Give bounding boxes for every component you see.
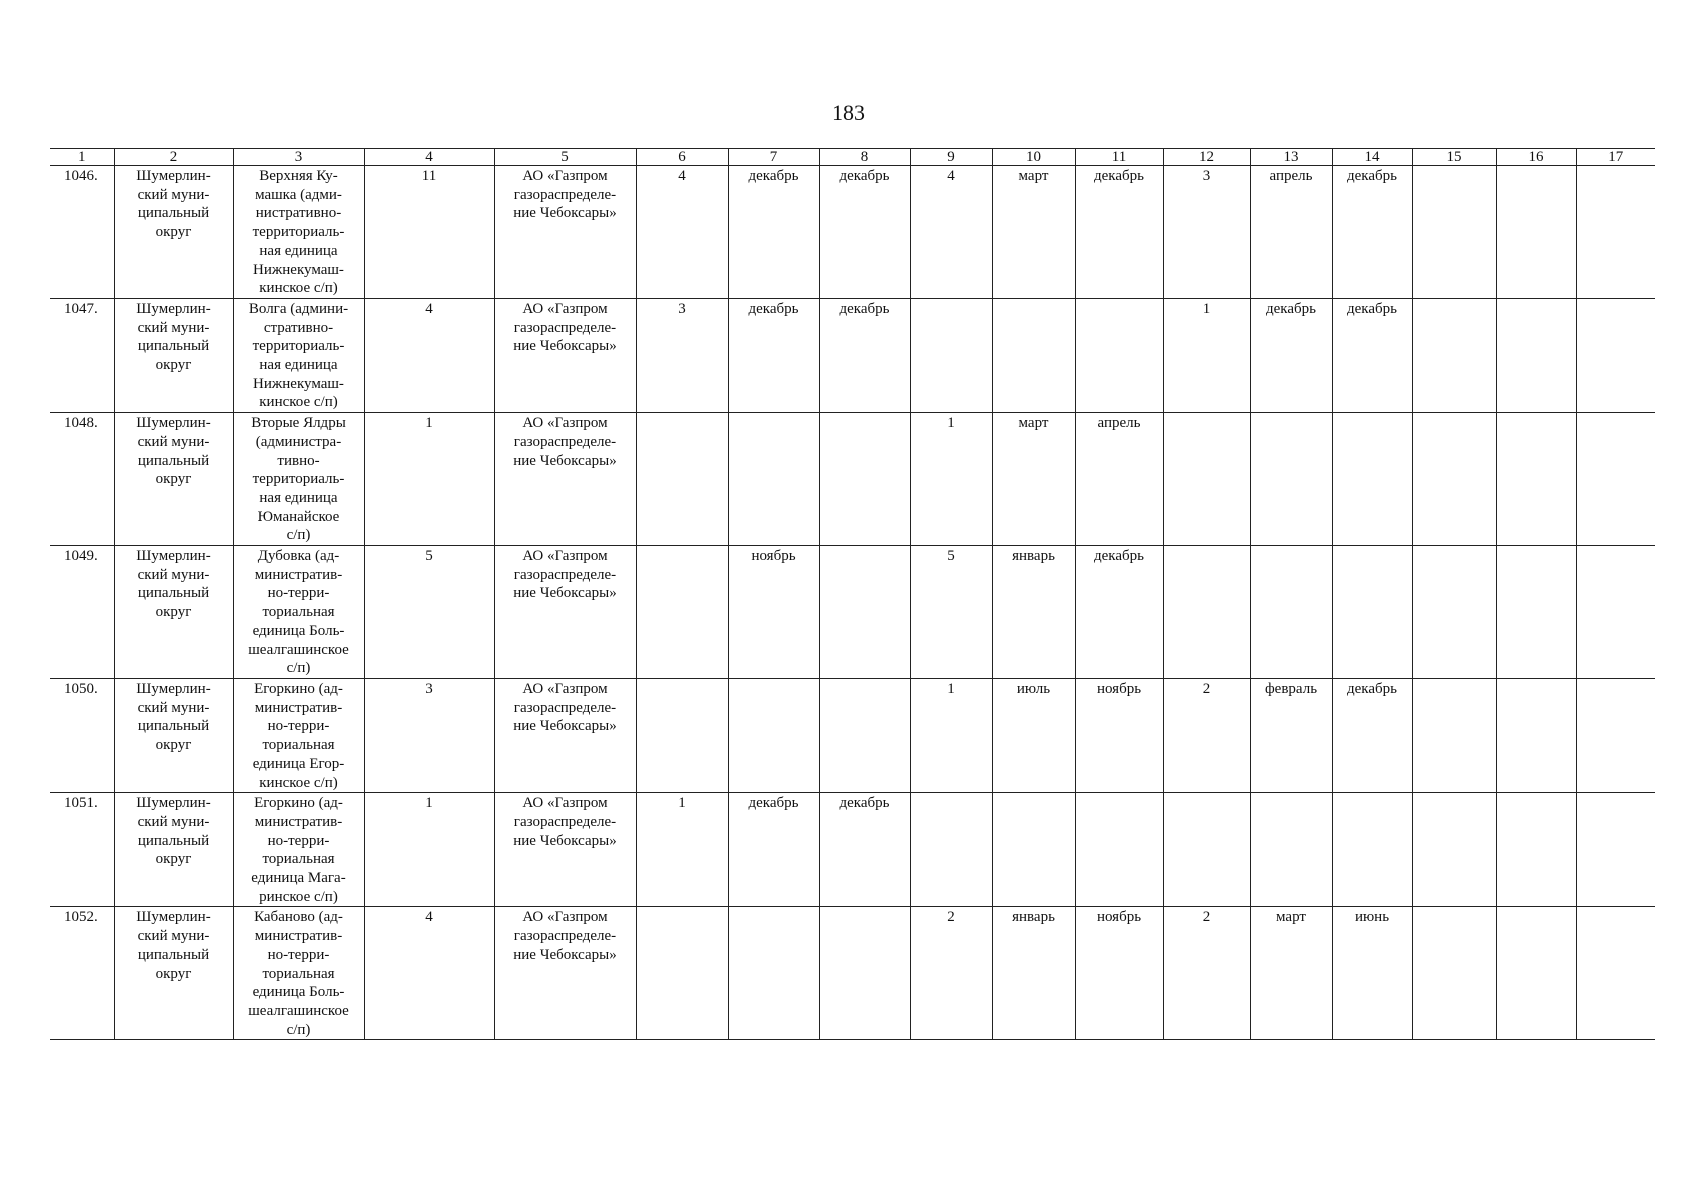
table-cell-col-17 bbox=[1576, 413, 1655, 546]
column-number-12: 12 bbox=[1163, 149, 1250, 166]
cell-line: ториальная bbox=[262, 851, 335, 868]
cell-line: ский муни- bbox=[137, 566, 210, 583]
table-cell-col-3 bbox=[233, 298, 364, 412]
table-cell-col-9: 1 bbox=[910, 413, 992, 546]
table-cell-col-5 bbox=[494, 166, 636, 299]
cell-line: единица Боль- bbox=[252, 622, 345, 639]
column-number-10: 10 bbox=[992, 149, 1075, 166]
table-cell-col-15 bbox=[1412, 413, 1496, 546]
table-cell-col-13: март bbox=[1250, 907, 1332, 1040]
cell-line: Шумерлин- bbox=[136, 415, 211, 432]
cell-line: АО «Газпром bbox=[522, 795, 608, 812]
table-cell-col-12 bbox=[1163, 413, 1250, 546]
table-cell-col-6: 1 bbox=[636, 793, 728, 907]
table-cell-col-6 bbox=[636, 907, 728, 1040]
cell-line: АО «Газпром bbox=[522, 548, 608, 565]
table-cell-col-13: декабрь bbox=[1250, 298, 1332, 412]
column-number-3: 3 bbox=[233, 149, 364, 166]
table-cell-col-13 bbox=[1250, 546, 1332, 679]
table-cell-col-10: январь bbox=[992, 907, 1075, 1040]
cell-line: ториальная bbox=[262, 604, 335, 621]
schedule-table bbox=[50, 148, 1655, 1040]
column-number-17: 17 bbox=[1576, 149, 1655, 166]
table-cell-col-7: декабрь bbox=[728, 298, 819, 412]
cell-line: Вторые Ялдры bbox=[251, 415, 346, 432]
cell-line: но-терри- bbox=[267, 832, 330, 849]
cell-line: ние Чебоксары» bbox=[513, 585, 617, 602]
table-cell-col-8: декабрь bbox=[819, 298, 910, 412]
cell-line: ципальный bbox=[137, 338, 210, 355]
cell-line: с/п) bbox=[286, 527, 311, 544]
column-number-16: 16 bbox=[1496, 149, 1576, 166]
table-cell-col-8 bbox=[819, 907, 910, 1040]
table-cell-col-17 bbox=[1576, 793, 1655, 907]
table-cell-col-3 bbox=[233, 907, 364, 1040]
table-row bbox=[50, 546, 1655, 679]
table-cell-col-16 bbox=[1496, 793, 1576, 907]
table-cell-col-5 bbox=[494, 413, 636, 546]
cell-line: АО «Газпром bbox=[522, 168, 608, 184]
table-cell-col-8 bbox=[819, 546, 910, 679]
cell-line: газораспределе- bbox=[513, 186, 617, 203]
column-number-13: 13 bbox=[1250, 149, 1332, 166]
cell-line: единица Мага- bbox=[251, 870, 346, 887]
table-cell-col-13 bbox=[1250, 413, 1332, 546]
table-cell-col-11: апрель bbox=[1075, 413, 1163, 546]
table-body bbox=[50, 166, 1655, 1040]
cell-line: Волга (админи- bbox=[248, 300, 349, 317]
table-cell-col-5 bbox=[494, 907, 636, 1040]
cell-line: ние Чебоксары» bbox=[513, 718, 617, 735]
cell-line: с/п) bbox=[286, 660, 311, 677]
table-cell-col-10: март bbox=[992, 166, 1075, 299]
table-cell-col-7: декабрь bbox=[728, 793, 819, 907]
cell-line: но-терри- bbox=[267, 946, 330, 963]
cell-line: Нижнекумаш- bbox=[253, 375, 344, 392]
cell-line: Шумерлин- bbox=[136, 909, 211, 926]
cell-line: шеалгашинское bbox=[248, 1002, 349, 1019]
table-cell-col-5 bbox=[494, 678, 636, 792]
table-cell-col-4: 3 bbox=[364, 678, 494, 792]
column-number-8: 8 bbox=[819, 149, 910, 166]
table-cell-col-6: 3 bbox=[636, 298, 728, 412]
cell-line: ский муни- bbox=[137, 186, 210, 203]
cell-line: единица Боль- bbox=[252, 984, 345, 1001]
cell-line: министратив- bbox=[254, 813, 343, 830]
table-cell-col-16 bbox=[1496, 166, 1576, 299]
table-cell-col-12: 2 bbox=[1163, 907, 1250, 1040]
table-cell-col-1: 1049. bbox=[50, 546, 114, 679]
table-cell-col-4: 1 bbox=[364, 793, 494, 907]
column-number-5: 5 bbox=[494, 149, 636, 166]
table-cell-col-14: июнь bbox=[1332, 907, 1412, 1040]
page-number: 183 bbox=[832, 100, 865, 125]
table-cell-col-7: ноябрь bbox=[728, 546, 819, 679]
cell-line: ная единица bbox=[259, 489, 338, 506]
table-cell-col-16 bbox=[1496, 907, 1576, 1040]
cell-line: ский муни- bbox=[137, 813, 210, 830]
table-cell-col-10 bbox=[992, 298, 1075, 412]
table-cell-col-14: декабрь bbox=[1332, 678, 1412, 792]
table-cell-col-2 bbox=[114, 298, 233, 412]
table-row bbox=[50, 166, 1655, 299]
table-cell-col-6: 4 bbox=[636, 166, 728, 299]
table-cell-col-4: 5 bbox=[364, 546, 494, 679]
table-cell-col-10: март bbox=[992, 413, 1075, 546]
table-cell-col-13: февраль bbox=[1250, 678, 1332, 792]
cell-line: единица Егор- bbox=[252, 755, 345, 772]
cell-line: Шумерлин- bbox=[136, 168, 211, 184]
table-cell-col-2 bbox=[114, 546, 233, 679]
table-cell-col-7: декабрь bbox=[728, 166, 819, 299]
table-cell-col-5 bbox=[494, 546, 636, 679]
table-cell-col-16 bbox=[1496, 413, 1576, 546]
cell-line: Шумерлин- bbox=[136, 795, 211, 812]
cell-line: но-терри- bbox=[267, 718, 330, 735]
table-cell-col-17 bbox=[1576, 298, 1655, 412]
cell-line: Шумерлин- bbox=[136, 680, 211, 697]
cell-line: газораспределе- bbox=[513, 928, 617, 945]
cell-line: ский муни- bbox=[137, 319, 210, 336]
column-number-4: 4 bbox=[364, 149, 494, 166]
cell-line: округ bbox=[155, 604, 192, 621]
table-cell-col-1: 1050. bbox=[50, 678, 114, 792]
cell-line: округ bbox=[155, 737, 192, 754]
cell-line: стративно- bbox=[263, 319, 334, 336]
table-cell-col-1: 1051. bbox=[50, 793, 114, 907]
cell-line: (администра- bbox=[255, 433, 342, 450]
table-cell-col-2 bbox=[114, 678, 233, 792]
cell-line: машка (адми- bbox=[255, 186, 342, 203]
table-cell-col-4: 1 bbox=[364, 413, 494, 546]
table-cell-col-5 bbox=[494, 793, 636, 907]
table-cell-col-1: 1048. bbox=[50, 413, 114, 546]
table-cell-col-12: 2 bbox=[1163, 678, 1250, 792]
column-number-15: 15 bbox=[1412, 149, 1496, 166]
cell-line: округ bbox=[155, 471, 192, 488]
cell-line: Шумерлин- bbox=[136, 548, 211, 565]
cell-line: ная единица bbox=[259, 242, 338, 259]
table-cell-col-3 bbox=[233, 413, 364, 546]
table-cell-col-11: ноябрь bbox=[1075, 678, 1163, 792]
column-number-2: 2 bbox=[114, 149, 233, 166]
table-cell-col-11 bbox=[1075, 298, 1163, 412]
cell-line: нистративно- bbox=[255, 205, 342, 222]
table-cell-col-17 bbox=[1576, 546, 1655, 679]
table-cell-col-17 bbox=[1576, 678, 1655, 792]
cell-line: Дубовка (ад- bbox=[257, 548, 340, 565]
table-cell-col-14 bbox=[1332, 793, 1412, 907]
cell-line: АО «Газпром bbox=[522, 909, 608, 926]
table-cell-col-1: 1047. bbox=[50, 298, 114, 412]
table-cell-col-3 bbox=[233, 678, 364, 792]
cell-line: ная единица bbox=[259, 357, 338, 374]
table-cell-col-15 bbox=[1412, 793, 1496, 907]
cell-line: министратив- bbox=[254, 699, 343, 716]
table-cell-col-11: ноябрь bbox=[1075, 907, 1163, 1040]
cell-line: ципальный bbox=[137, 452, 210, 469]
table-cell-col-12 bbox=[1163, 546, 1250, 679]
table-cell-col-6 bbox=[636, 546, 728, 679]
table-cell-col-13: апрель bbox=[1250, 166, 1332, 299]
cell-line: газораспределе- bbox=[513, 566, 617, 583]
table-row bbox=[50, 907, 1655, 1040]
cell-line: ский муни- bbox=[137, 699, 210, 716]
table-cell-col-4: 4 bbox=[364, 907, 494, 1040]
table-cell-col-14: декабрь bbox=[1332, 298, 1412, 412]
cell-line: с/п) bbox=[286, 1021, 311, 1038]
cell-line: Кабаново (ад- bbox=[254, 909, 343, 926]
table-cell-col-9 bbox=[910, 298, 992, 412]
cell-line: министратив- bbox=[254, 928, 343, 945]
cell-line: ципальный bbox=[137, 946, 210, 963]
cell-line: кинское с/п) bbox=[259, 280, 338, 297]
table-cell-col-14: декабрь bbox=[1332, 166, 1412, 299]
table-cell-col-9 bbox=[910, 793, 992, 907]
table-cell-col-12 bbox=[1163, 793, 1250, 907]
table-cell-col-11: декабрь bbox=[1075, 166, 1163, 299]
cell-line: Шумерлин- bbox=[136, 300, 211, 317]
table-cell-col-15 bbox=[1412, 166, 1496, 299]
cell-line: округ bbox=[155, 357, 192, 374]
table-cell-col-16 bbox=[1496, 298, 1576, 412]
table-cell-col-12: 3 bbox=[1163, 166, 1250, 299]
column-number-11: 11 bbox=[1075, 149, 1163, 166]
table-cell-col-3 bbox=[233, 166, 364, 299]
table-cell-col-10: июль bbox=[992, 678, 1075, 792]
cell-line: ториальная bbox=[262, 965, 335, 982]
table-row bbox=[50, 413, 1655, 546]
cell-line: ториальная bbox=[262, 737, 335, 754]
cell-line: газораспределе- bbox=[513, 319, 617, 336]
cell-line: министратив- bbox=[254, 566, 343, 583]
table-cell-col-7 bbox=[728, 907, 819, 1040]
table-cell-col-8: декабрь bbox=[819, 793, 910, 907]
column-number-6: 6 bbox=[636, 149, 728, 166]
table-cell-col-11: декабрь bbox=[1075, 546, 1163, 679]
cell-line: территориаль- bbox=[252, 471, 345, 488]
table-cell-col-17 bbox=[1576, 907, 1655, 1040]
table-cell-col-15 bbox=[1412, 907, 1496, 1040]
cell-line: но-терри- bbox=[267, 585, 330, 602]
cell-line: АО «Газпром bbox=[522, 415, 608, 432]
cell-line: АО «Газпром bbox=[522, 300, 608, 317]
cell-line: округ bbox=[155, 965, 192, 982]
table-cell-col-7 bbox=[728, 413, 819, 546]
cell-line: ципальный bbox=[137, 718, 210, 735]
table-cell-col-1: 1052. bbox=[50, 907, 114, 1040]
cell-line: газораспределе- bbox=[513, 433, 617, 450]
table-cell-col-13 bbox=[1250, 793, 1332, 907]
cell-line: ский муни- bbox=[137, 928, 210, 945]
table-cell-col-2 bbox=[114, 793, 233, 907]
cell-line: ние Чебоксары» bbox=[513, 946, 617, 963]
table-cell-col-10: январь bbox=[992, 546, 1075, 679]
cell-line: ский муни- bbox=[137, 433, 210, 450]
column-number-1: 1 bbox=[50, 149, 114, 166]
cell-line: Егоркино (ад- bbox=[254, 680, 343, 697]
cell-line: Верхняя Ку- bbox=[259, 168, 338, 184]
column-number-9: 9 bbox=[910, 149, 992, 166]
cell-line: ципальный bbox=[137, 205, 210, 222]
table-row bbox=[50, 298, 1655, 412]
cell-line: газораспределе- bbox=[513, 699, 617, 716]
cell-line: Егоркино (ад- bbox=[254, 795, 343, 812]
table-cell-col-17 bbox=[1576, 166, 1655, 299]
table-cell-col-8 bbox=[819, 413, 910, 546]
table-cell-col-9: 1 bbox=[910, 678, 992, 792]
cell-line: ние Чебоксары» bbox=[513, 338, 617, 355]
cell-line: ципальный bbox=[137, 585, 210, 602]
cell-line: Нижнекумаш- bbox=[253, 261, 344, 278]
cell-line: газораспределе- bbox=[513, 813, 617, 830]
table-cell-col-4: 4 bbox=[364, 298, 494, 412]
cell-line: ние Чебоксары» bbox=[513, 452, 617, 469]
cell-line: ние Чебоксары» bbox=[513, 832, 617, 849]
table-cell-col-16 bbox=[1496, 546, 1576, 679]
table-cell-col-11 bbox=[1075, 793, 1163, 907]
table-cell-col-10 bbox=[992, 793, 1075, 907]
table-cell-col-16 bbox=[1496, 678, 1576, 792]
table-cell-col-9: 4 bbox=[910, 166, 992, 299]
table-cell-col-8: декабрь bbox=[819, 166, 910, 299]
cell-line: кинское с/п) bbox=[259, 394, 338, 411]
table-cell-col-14 bbox=[1332, 413, 1412, 546]
table-cell-col-2 bbox=[114, 413, 233, 546]
table-row bbox=[50, 793, 1655, 907]
table-cell-col-7 bbox=[728, 678, 819, 792]
table-cell-col-6 bbox=[636, 678, 728, 792]
column-number-row bbox=[50, 149, 1655, 166]
cell-line: Юманайское bbox=[257, 508, 340, 525]
cell-line: ципальный bbox=[137, 832, 210, 849]
table-row bbox=[50, 678, 1655, 792]
column-number-14: 14 bbox=[1332, 149, 1412, 166]
table-cell-col-3 bbox=[233, 793, 364, 907]
cell-line: территориаль- bbox=[252, 338, 345, 355]
table-cell-col-15 bbox=[1412, 298, 1496, 412]
table-cell-col-9: 2 bbox=[910, 907, 992, 1040]
table-cell-col-9: 5 bbox=[910, 546, 992, 679]
cell-line: кинское с/п) bbox=[259, 774, 338, 791]
table-cell-col-8 bbox=[819, 678, 910, 792]
column-number-7: 7 bbox=[728, 149, 819, 166]
cell-line: округ bbox=[155, 224, 192, 241]
cell-line: ние Чебоксары» bbox=[513, 205, 617, 222]
table-cell-col-15 bbox=[1412, 678, 1496, 792]
table-cell-col-12: 1 bbox=[1163, 298, 1250, 412]
cell-line: шеалгашинское bbox=[248, 641, 349, 658]
table-cell-col-6 bbox=[636, 413, 728, 546]
cell-line: территориаль- bbox=[252, 224, 345, 241]
table-cell-col-1: 1046. bbox=[50, 166, 114, 299]
table-cell-col-4: 11 bbox=[364, 166, 494, 299]
table-cell-col-14 bbox=[1332, 546, 1412, 679]
cell-line: округ bbox=[155, 851, 192, 868]
table-cell-col-15 bbox=[1412, 546, 1496, 679]
table-cell-col-2 bbox=[114, 166, 233, 299]
cell-line: ринское с/п) bbox=[259, 888, 338, 905]
table-cell-col-2 bbox=[114, 907, 233, 1040]
cell-line: АО «Газпром bbox=[522, 680, 608, 697]
cell-line: тивно- bbox=[277, 452, 320, 469]
table-cell-col-5 bbox=[494, 298, 636, 412]
table-cell-col-3 bbox=[233, 546, 364, 679]
